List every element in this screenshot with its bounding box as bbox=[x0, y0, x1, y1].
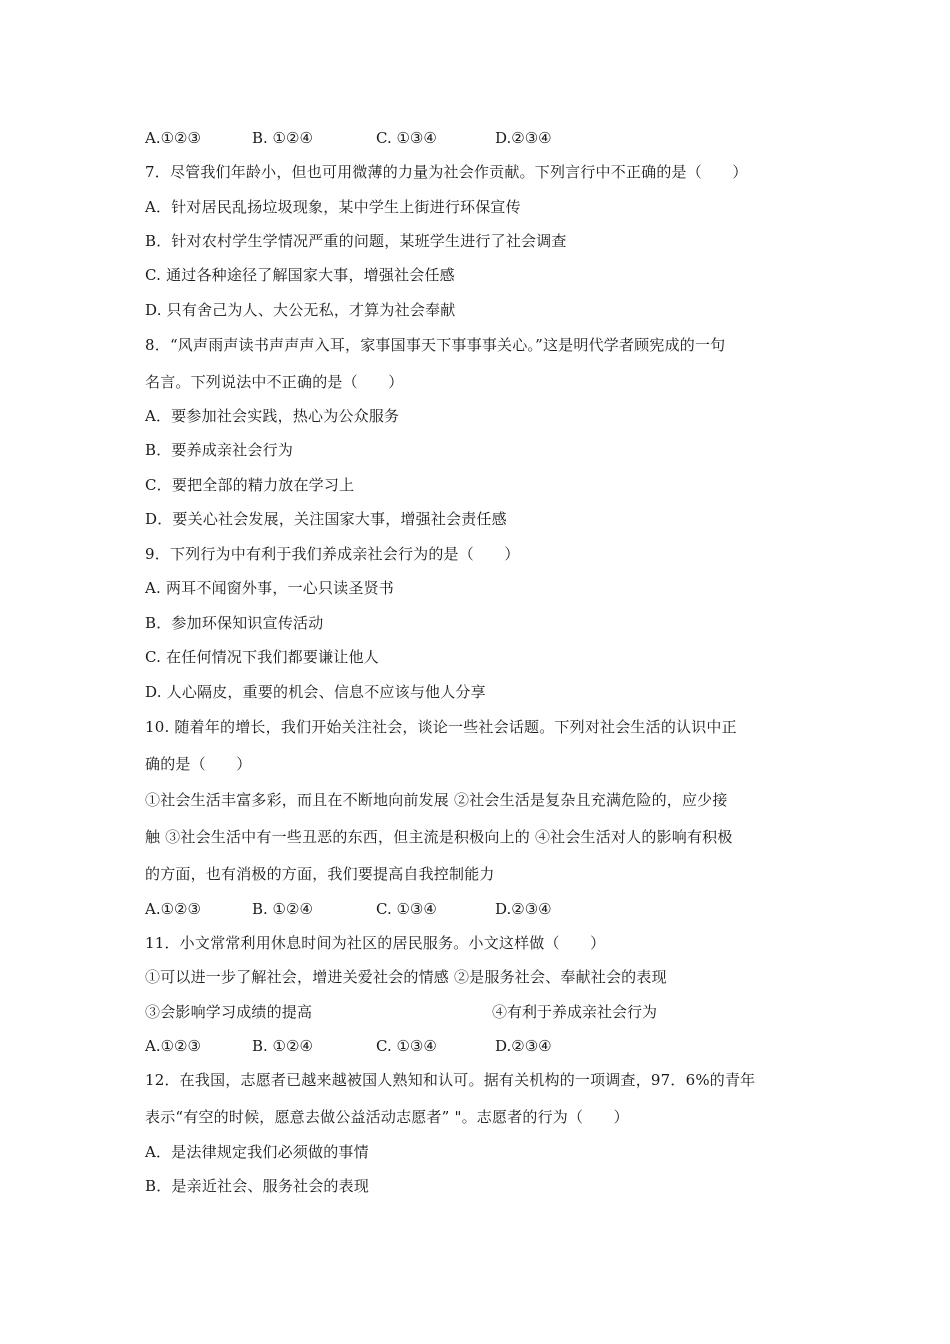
option-b: B. ①②④ bbox=[252, 129, 313, 147]
option-a: A.①②③ bbox=[145, 900, 201, 918]
q10-stem-line1: 10. 随着年的增长，我们开始关注社会，谈论一些社会话题。下列对社会生活的认识中正 bbox=[145, 718, 737, 736]
option-d: D.②③④ bbox=[495, 900, 552, 918]
q9-option-c: C. 在任何情况下我们都要谦让他人 bbox=[145, 648, 379, 666]
q8-stem-line2: 名言。下列说法中不正确的是（ ） bbox=[145, 373, 404, 391]
q10-body-line1: ①社会生活丰富多彩，而且在不断地向前发展 ②社会生活是复杂且充满危险的，应少接 bbox=[145, 791, 728, 809]
option-d: D.②③④ bbox=[495, 129, 552, 147]
q8-option-a: A．要参加社会实践，热心为公众服务 bbox=[145, 407, 400, 425]
q7-option-c: C. 通过各种途径了解国家大事，增强社会任感 bbox=[145, 266, 455, 284]
q12-stem-line2: 表示“有空的时候，愿意去做公益活动志愿者” "。志愿者的行为（ ） bbox=[145, 1108, 629, 1126]
q9-option-a: A. 两耳不闻窗外事，一心只读圣贤书 bbox=[145, 579, 394, 597]
q8-stem-line1: 8．“风声雨声读书声声声入耳，家事国事天下事事事关心。”这是明代学者顾宪成的一句 bbox=[145, 336, 726, 354]
option-c: C. ①③④ bbox=[376, 129, 437, 147]
q12-stem-line1: 12．在我国，志愿者已越来越被国人熟知和认可。据有关机构的一项调查，97．6%的青年 bbox=[145, 1071, 756, 1089]
q8-option-c: C．要把全部的精力放在学习上 bbox=[145, 476, 355, 494]
q7-option-d: D. 只有舍己为人、大公无私，才算为社会奉献 bbox=[145, 301, 456, 319]
q9-option-d: D. 人心隔皮，重要的机会、信息不应该与他人分享 bbox=[145, 683, 486, 701]
q12-option-a: A．是法律规定我们必须做的事情 bbox=[145, 1143, 369, 1161]
q7-option-b: B．针对农村学生学情况严重的问题，某班学生进行了社会调查 bbox=[145, 232, 567, 250]
q10-stem-line2: 确的是（ ） bbox=[145, 755, 252, 773]
q10-body-line2: 触 ③社会生活中有一些丑恶的东西，但主流是积极向上的 ④社会生活对人的影响有积极 bbox=[145, 828, 733, 846]
q10-body-line3: 的方面，也有消极的方面，我们要提高自我控制能力 bbox=[145, 865, 495, 883]
q11-stem: 11．小文常常利用休息时间为社区的居民服务。小文这样做（ ） bbox=[145, 934, 606, 952]
q11-body-line1: ①可以进一步了解社会，增进关爱社会的情感 ②是服务社会、奉献社会的表现 bbox=[145, 968, 667, 986]
option-b: B. ①②④ bbox=[252, 900, 313, 918]
q9-stem: 9．下列行为中有利于我们养成亲社会行为的是（ ） bbox=[145, 545, 520, 563]
option-b: B. ①②④ bbox=[252, 1037, 313, 1055]
q11-body-line2-right: ④有利于养成亲社会行为 bbox=[492, 1003, 658, 1021]
q9-option-b: B．参加环保知识宣传活动 bbox=[145, 614, 324, 632]
q8-option-d: D．要关心社会发展，关注国家大事，增强社会责任感 bbox=[145, 510, 507, 528]
q8-option-b: B．要养成亲社会行为 bbox=[145, 441, 294, 459]
option-c: C. ①③④ bbox=[376, 1037, 437, 1055]
option-c: C. ①③④ bbox=[376, 900, 437, 918]
q7-stem: 7．尽管我们年龄小，但也可用微薄的力量为社会作贡献。下列言行中不正确的是（ ） bbox=[145, 163, 748, 181]
option-d: D.②③④ bbox=[495, 1037, 552, 1055]
q12-option-b: B．是亲近社会、服务社会的表现 bbox=[145, 1177, 370, 1195]
option-a: A.①②③ bbox=[145, 1037, 201, 1055]
q7-option-a: A．针对居民乱扬垃圾现象，某中学生上街进行环保宣传 bbox=[145, 198, 521, 216]
q11-body-line2-left: ③会影响学习成绩的提高 bbox=[145, 1003, 313, 1021]
option-a: A.①②③ bbox=[145, 129, 201, 147]
